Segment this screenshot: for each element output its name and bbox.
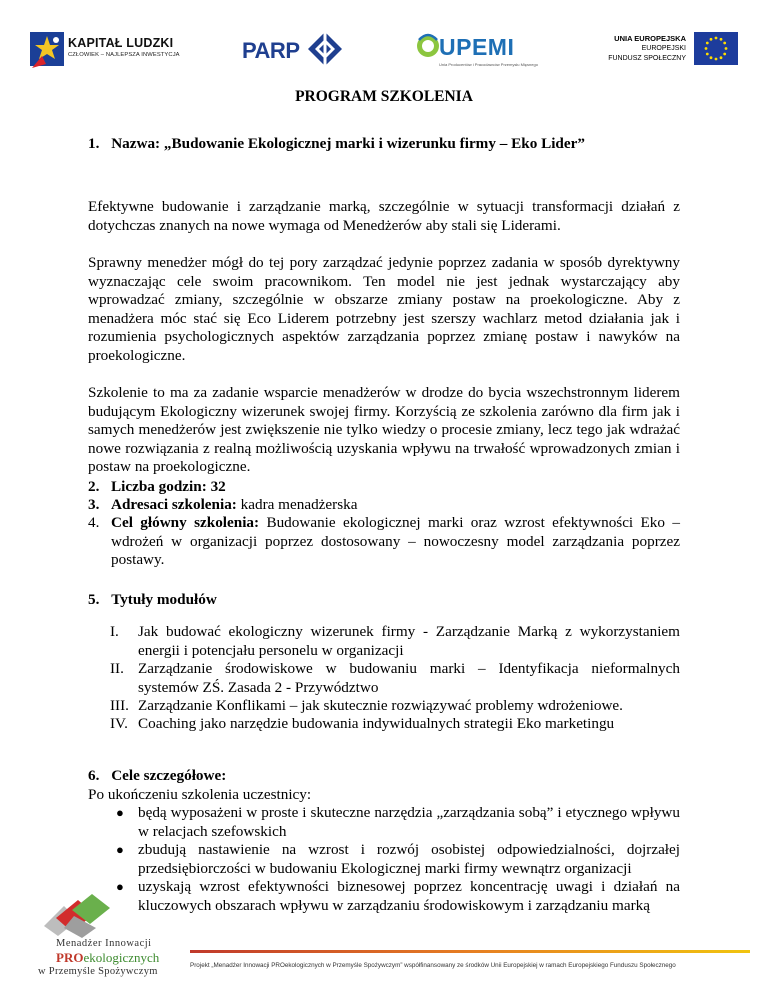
footer-logo-line2 <box>56 950 159 966</box>
eu-flag-icon <box>694 32 738 65</box>
goal-bullet-3-text: uzyskają wzrost efektywności biznesowej poprzez koncentrację uwagi i działań na kluczowych obszarach wpływu w zarządzaniu środowiskowym i zarządzaniu marką <box>138 878 680 914</box>
module-2-number: II. <box>110 660 124 677</box>
goal-bullet-3 <box>116 878 680 915</box>
footer-logo-pro: PRO <box>56 950 84 965</box>
section-6-intro: Po ukończeniu szkolenia uczestnicy: <box>88 786 312 803</box>
item-3-number: 3. <box>88 496 100 513</box>
bullet-dot-icon: ● <box>116 879 124 894</box>
section-5 <box>88 591 680 609</box>
footer-caption: Projekt „Menadżer Innowacji PROekologicznych w Przemyśle Spożywczym” współfinansowany ze środków Unii Europejskiej w ramach Europejskiego Funduszu Społecznego <box>190 962 676 969</box>
parp-logo <box>242 32 352 72</box>
section-1 <box>88 135 708 153</box>
eu-logo <box>598 32 748 72</box>
kapital-ludzki-logo <box>28 28 208 74</box>
paragraph-3: Szkolenie to ma za zadanie wsparcie menadżerów w drodze do bycia wszechstronnym liderem budującym Ekologiczny wizerunek swojej firmy. Korzyścią ze szkolenia zarówno dla firm jak i samych menedżerów jest zwiększenie nie tylko wiedzy o procesie zmiany, lecz tego jak wdrażać nowe rozwiązania z realną możliwością uzyskania wpływu na trwałość wprowadzonych zmian i postaw na proekologiczne. <box>88 384 680 476</box>
item-4 <box>88 514 680 570</box>
goal-bullet-1 <box>116 804 680 841</box>
paragraph-2: Sprawny menedżer mógł do tej pory zarządzać jedynie poprzez zadania w sposób dyrektywny wyznaczając cele swoim pracownikom. Ten model nie jest jednak wystarczający aby wprowadzać zmiany, szczególnie w obszarze zmiany postaw na proekologiczne. Aby z menadżera móc stać się Eco Liderem potrzebny jest szerszy wachlarz metod działania jak i rozumienia psychologicznych aspektów zarządzania poprzez zmianę postaw i nawyków na proekologiczne. <box>88 254 680 364</box>
bullet-dot-icon: ● <box>116 842 124 857</box>
eu-line1: UNIA EUROPEJSKA <box>614 34 686 43</box>
goal-bullet-1-text: będą wyposażeni w proste i skuteczne narzędzia „zarządzania sobą” i etycznego wpływu w relacjach szefowskich <box>138 804 680 840</box>
module-1 <box>110 623 680 660</box>
section-5-number: 5. <box>88 591 100 608</box>
document-title: PROGRAM SZKOLENIA <box>295 88 473 105</box>
section-6-heading: Cele szczegółowe: <box>111 767 227 784</box>
footer-logo-ekologicznych: ekologicznych <box>83 950 160 965</box>
upemi-subtitle: Unia Producentów i Pracodawców Przemysłu Mięsnego <box>439 62 538 67</box>
upemi-text: UPEMI <box>439 34 515 60</box>
module-3 <box>110 697 680 716</box>
module-4-text: Coaching jako narzędzie budowania indywidualnych strategii Eko marketingu <box>138 715 615 732</box>
section-1-heading: Nazwa: „Budowanie Ekologicznej marki i wizerunku firmy – Eko Lider” <box>111 135 585 152</box>
footer-project-logo <box>14 888 194 988</box>
footer-logo-line3: w Przemyśle Spożywczym <box>38 966 158 977</box>
item-2-number: 2. <box>88 478 100 495</box>
section-6 <box>88 767 680 785</box>
footer-divider <box>190 950 750 953</box>
parp-text: PARP <box>242 38 300 63</box>
section-5-heading: Tytuły modułów <box>111 591 217 608</box>
section-1-number: 1. <box>88 135 100 152</box>
module-2 <box>110 660 680 697</box>
goal-bullet-2 <box>116 841 680 878</box>
kl-title: KAPITAŁ LUDZKI <box>68 36 174 50</box>
item-3 <box>88 496 680 515</box>
module-1-text: Jak budować ekologiczny wizerunek firmy - Zarządzanie Marką z wykorzystaniem energii i potencjału personelu w organizacji <box>138 623 680 659</box>
footer-book-graphic-icon <box>34 888 124 938</box>
parp-emblem-icon <box>308 32 342 66</box>
item-4-label: Cel główny szkolenia: <box>111 514 260 531</box>
upemi-leaf-icon <box>415 30 441 60</box>
goal-bullet-2-text: zbudują nastawienie na wzrost i rozwój osobistej odpowiedzialności, dojrzałej przedsiębiorczości w budowaniu Ekologicznej marki firmy wewnątrz organizacji <box>138 841 680 877</box>
header-logos <box>0 22 768 82</box>
upemi-logo <box>415 30 545 74</box>
footer-logo-line1: Menadżer Innowacji <box>56 938 152 949</box>
item-3-label: Adresaci szkolenia: <box>111 496 237 513</box>
item-3-text: kadra menadżerska <box>236 496 358 513</box>
eu-line3: FUNDUSZ SPOŁECZNY <box>608 55 686 62</box>
module-4 <box>110 715 680 734</box>
kl-subtitle: CZŁOWIEK – NAJLEPSZA INWESTYCJA <box>68 52 180 58</box>
eu-line2: EUROPEJSKI <box>641 45 686 52</box>
module-3-text: Zarządzanie Konflikami – jak skutecznie rozwiązywać problemy wdrożeniowe. <box>138 697 623 714</box>
section-6-number: 6. <box>88 767 100 784</box>
kapital-ludzki-star-icon <box>28 28 66 74</box>
module-3-number: III. <box>110 697 129 714</box>
bullet-dot-icon: ● <box>116 805 124 820</box>
paragraph-1: Efektywne budowanie i zarządzanie marką, szczególnie w sytuacji transformacji działań z dotychczas znanych na nowe wymaga od Menedżerów aby stali się Liderami. <box>88 198 680 234</box>
item-2-label: Liczba godzin: 32 <box>111 478 226 495</box>
module-2-text: Zarządzanie środowiskowe w budowaniu marki – Identyfikacja nieformalnych systemów ZŚ. Zasada 2 - Przywództwo <box>138 660 680 696</box>
item-2 <box>88 478 680 497</box>
module-4-number: IV. <box>110 715 128 732</box>
module-1-number: I. <box>110 623 119 640</box>
item-4-number: 4. <box>88 514 100 531</box>
item-4-text: Budowanie ekologicznej marki oraz wzrost efektywności Eko – wdrożeń w organizacji poprzez dostosowany – nowoczesny model zarządzania poprzez postawy. <box>111 514 680 569</box>
